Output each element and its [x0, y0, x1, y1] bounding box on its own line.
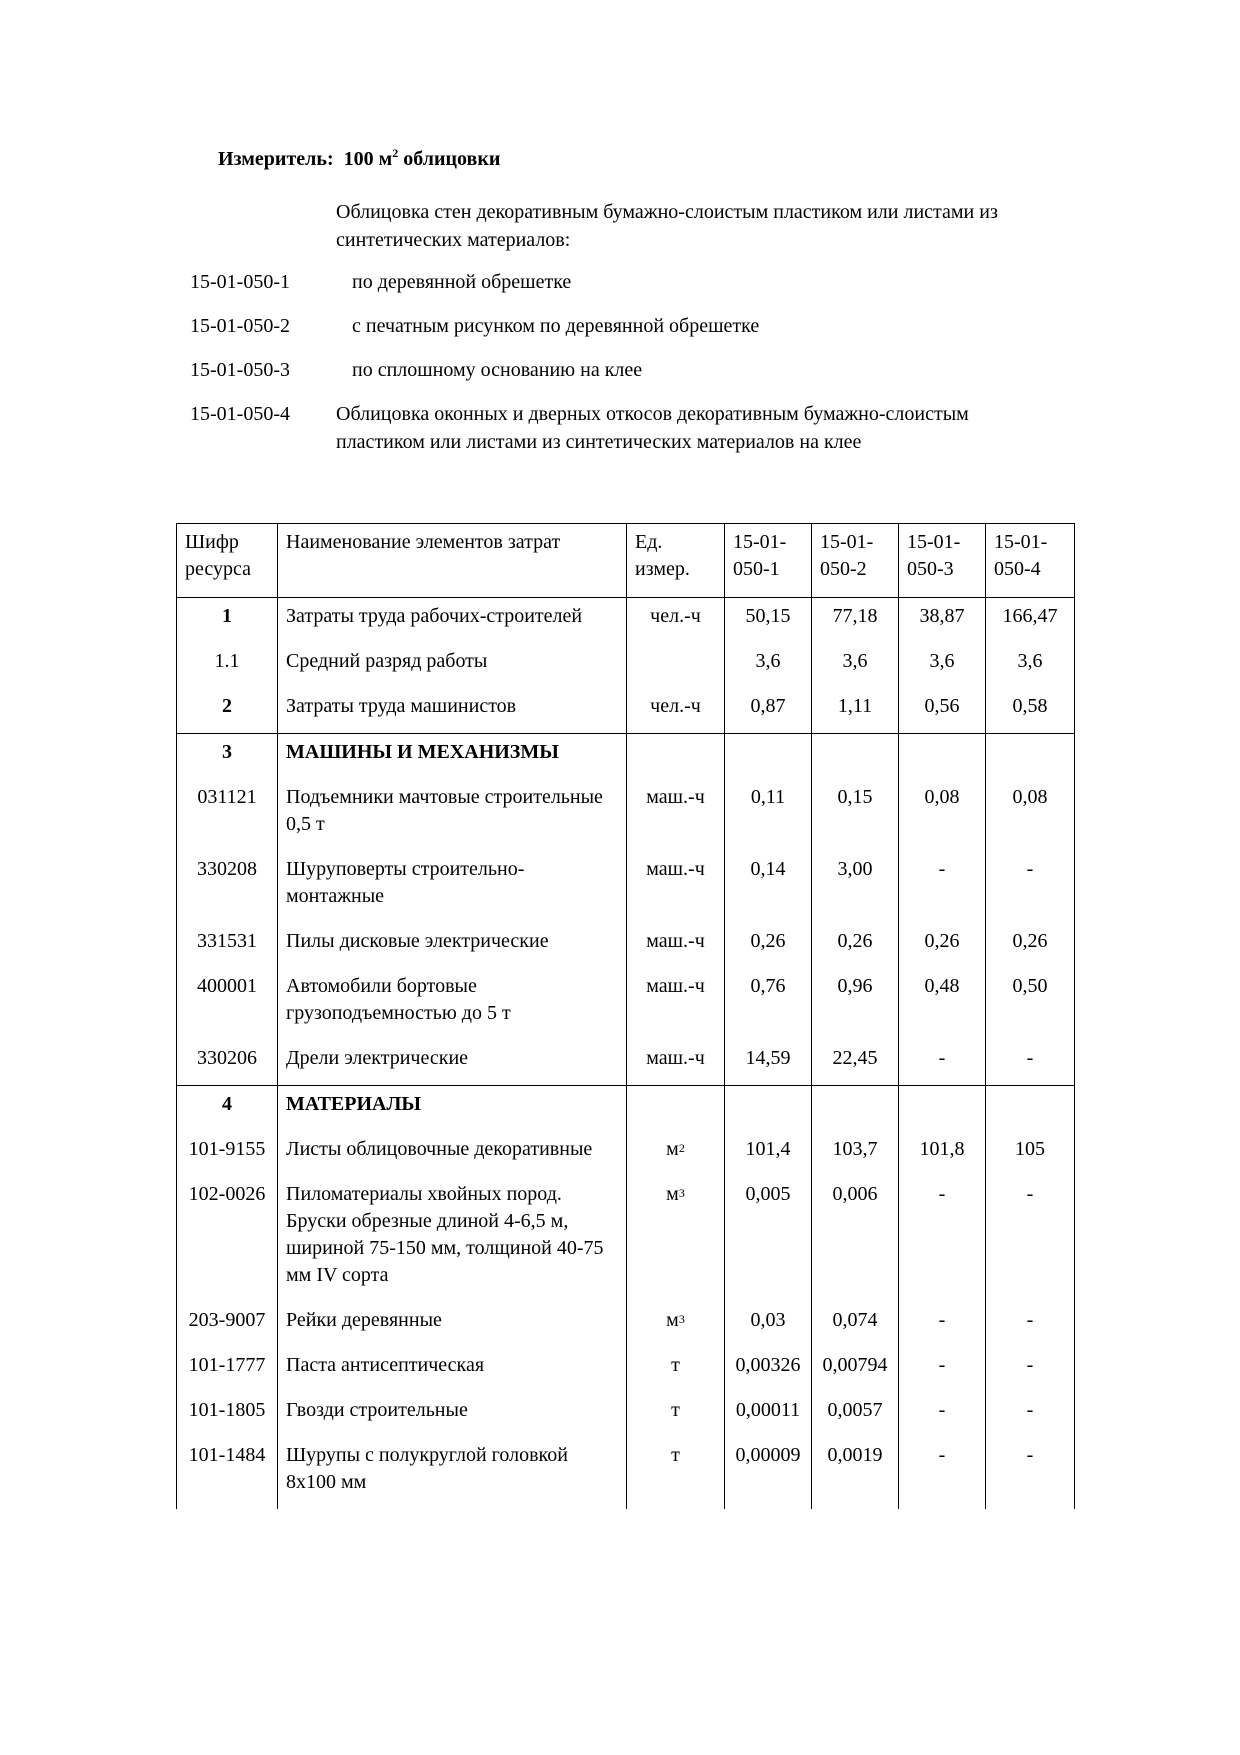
row-norm-4-text: 0,50 [1012, 975, 1048, 997]
row-norm-4 [986, 598, 1075, 644]
code-id: 15-01-050-1 [190, 271, 290, 293]
row-norm-4 [986, 968, 1075, 1040]
row-norm-4-text: - [1026, 858, 1034, 880]
row-cost-element-text: Листы облицовочные декоративные [286, 1138, 593, 1160]
row-norm-4-text: 166,47 [1002, 605, 1058, 627]
row-norm-2 [812, 1086, 899, 1132]
row-norm-2-text: 22,45 [832, 1047, 878, 1069]
row-cost-element [278, 1437, 627, 1509]
row-unit-text: маш.-ч [646, 975, 705, 997]
header-norm-1: 15-01-050-1 [725, 524, 812, 598]
row-resource-code [177, 1302, 278, 1347]
row-norm-2 [812, 1131, 899, 1176]
row-norm-4 [986, 923, 1075, 968]
row-norm-2-text: 3,00 [837, 858, 873, 880]
row-resource-code-text: 031121 [197, 786, 257, 808]
row-norm-1 [725, 968, 812, 1040]
row-unit-text: м [666, 1138, 679, 1160]
row-norm-4-text: - [1026, 1399, 1034, 1421]
meter-superscript: 2 [392, 146, 399, 160]
table-row [177, 968, 1075, 1040]
header-norm-3: 15-01-050-3 [899, 524, 986, 598]
header-cost-element: Наименование элементов затрат [278, 524, 627, 598]
row-norm-4-text: - [1026, 1183, 1034, 1205]
row-unit [627, 1437, 725, 1509]
table-row [177, 734, 1075, 780]
row-norm-1-text: 14,59 [745, 1047, 791, 1069]
row-norm-3 [899, 1040, 986, 1086]
row-unit [627, 851, 725, 923]
unit-superscript: 3 [678, 1186, 685, 1200]
row-norm-2-text: 0,96 [837, 975, 873, 997]
row-norm-3 [899, 598, 986, 644]
row-cost-element [278, 1302, 627, 1347]
row-norm-3 [899, 1302, 986, 1347]
row-norm-3-text: - [938, 1399, 946, 1421]
row-norm-2 [812, 1040, 899, 1086]
row-norm-3-text: - [938, 1047, 946, 1069]
row-resource-code [177, 1437, 278, 1509]
row-cost-element-text: Автомобили бортовые грузоподъемностью до 5 т [286, 975, 511, 1024]
row-norm-4-text: 3,6 [1017, 650, 1043, 672]
row-norm-4 [986, 851, 1075, 923]
meter-value: 100 м [343, 148, 393, 170]
row-norm-4-text: - [1026, 1354, 1034, 1376]
row-norm-1 [725, 643, 812, 688]
unit-superscript: 2 [678, 1141, 685, 1155]
row-resource-code [177, 1176, 278, 1302]
row-norm-3 [899, 968, 986, 1040]
row-resource-code-text: 2 [222, 695, 232, 717]
row-cost-element [278, 1176, 627, 1302]
row-norm-2-text: 0,0019 [827, 1444, 883, 1466]
row-norm-3-text: - [938, 1354, 946, 1376]
row-norm-1 [725, 598, 812, 644]
code-description: Облицовка оконных и дверных откосов декоративным бумажно-слоистым пластиком или листами из синтетических материалов на клее [336, 403, 969, 453]
row-norm-1-text: 0,87 [750, 695, 786, 717]
row-resource-code [177, 779, 278, 851]
code-description: с печатным рисунком по деревянной обрешетке [352, 315, 760, 337]
row-resource-code-text: 3 [222, 741, 232, 763]
row-norm-3-text: 3,6 [929, 650, 955, 672]
row-resource-code-text: 203-9007 [188, 1309, 266, 1331]
row-resource-code [177, 1347, 278, 1392]
row-norm-2 [812, 688, 899, 734]
row-unit [627, 688, 725, 734]
row-norm-4 [986, 1302, 1075, 1347]
row-norm-3 [899, 1437, 986, 1509]
row-cost-element [278, 1347, 627, 1392]
row-norm-3 [899, 1176, 986, 1302]
row-norm-3 [899, 1392, 986, 1437]
row-resource-code [177, 734, 278, 780]
row-resource-code [177, 851, 278, 923]
row-cost-element [278, 643, 627, 688]
row-norm-1-text: 0,00009 [735, 1444, 801, 1466]
row-norm-4 [986, 688, 1075, 734]
row-norm-4 [986, 1086, 1075, 1132]
meter-label: Измеритель: [218, 148, 334, 170]
row-norm-2-text: 3,6 [842, 650, 868, 672]
row-cost-element [278, 1040, 627, 1086]
row-norm-1-text: 0,26 [750, 930, 786, 952]
table-row [177, 1131, 1075, 1176]
row-norm-4-text: - [1026, 1047, 1034, 1069]
row-norm-1-text: 0,76 [750, 975, 786, 997]
row-norm-1-text: 101,4 [745, 1138, 791, 1160]
row-unit [627, 1176, 725, 1302]
row-resource-code [177, 1392, 278, 1437]
table-row [177, 1392, 1075, 1437]
row-unit [627, 598, 725, 644]
row-unit-text: т [671, 1354, 680, 1376]
intro-text: Облицовка стен декоративным бумажно-слоистым пластиком или листами из синтетических материалов: [336, 201, 998, 251]
row-cost-element [278, 1131, 627, 1176]
row-norm-3-text: 0,48 [924, 975, 960, 997]
row-norm-2-text: 0,00794 [822, 1354, 888, 1376]
row-norm-3 [899, 643, 986, 688]
row-unit [627, 1086, 725, 1132]
row-cost-element [278, 1086, 627, 1132]
row-norm-4 [986, 1176, 1075, 1302]
row-norm-2-text: 103,7 [832, 1138, 878, 1160]
row-cost-element [278, 1392, 627, 1437]
row-norm-3-text: - [938, 1183, 946, 1205]
row-unit-text: м [666, 1183, 679, 1205]
row-cost-element-text: Затраты труда машинистов [286, 695, 517, 717]
row-norm-1-text: 50,15 [745, 605, 791, 627]
table-row [177, 688, 1075, 734]
row-norm-2 [812, 1437, 899, 1509]
row-norm-4-text: 105 [1015, 1138, 1045, 1160]
row-resource-code [177, 1086, 278, 1132]
row-norm-2-text: 0,006 [832, 1183, 878, 1205]
row-norm-2 [812, 1347, 899, 1392]
row-cost-element-text: Гвозди строительные [286, 1399, 468, 1421]
header-norm-4: 15-01-050-4 [986, 524, 1075, 598]
row-norm-4 [986, 643, 1075, 688]
row-norm-1 [725, 1302, 812, 1347]
row-norm-2-text: 77,18 [832, 605, 878, 627]
code-id: 15-01-050-2 [190, 315, 290, 337]
row-norm-2-text: 0,074 [832, 1309, 878, 1331]
row-norm-3-text: 0,26 [924, 930, 960, 952]
row-norm-2 [812, 1176, 899, 1302]
row-norm-3 [899, 923, 986, 968]
row-norm-4 [986, 1392, 1075, 1437]
row-norm-2 [812, 968, 899, 1040]
table-row [177, 1347, 1075, 1392]
row-norm-3 [899, 779, 986, 851]
row-norm-4 [986, 1131, 1075, 1176]
row-norm-1 [725, 923, 812, 968]
table-header-row [177, 524, 1075, 598]
row-unit-text: м [666, 1309, 679, 1331]
row-resource-code-text: 330208 [197, 858, 257, 880]
row-norm-4-text: 0,08 [1012, 786, 1048, 808]
table-row [177, 1302, 1075, 1347]
row-norm-3 [899, 851, 986, 923]
row-resource-code [177, 923, 278, 968]
code-description: по деревянной обрешетке [352, 271, 572, 293]
row-resource-code-text: 101-1777 [188, 1354, 266, 1376]
row-unit [627, 1302, 725, 1347]
row-norm-1-text: 3,6 [755, 650, 781, 672]
row-norm-1-text: 0,03 [750, 1309, 786, 1331]
row-norm-2 [812, 643, 899, 688]
row-cost-element-text: Паста антисептическая [286, 1354, 485, 1376]
row-norm-2-text: 0,15 [837, 786, 873, 808]
row-norm-2-text: 0,26 [837, 930, 873, 952]
row-norm-1 [725, 1086, 812, 1132]
row-norm-3 [899, 1086, 986, 1132]
header-norm-2: 15-01-050-2 [812, 524, 899, 598]
row-norm-2 [812, 1392, 899, 1437]
row-norm-4-text: 0,58 [1012, 695, 1048, 717]
row-norm-1 [725, 1176, 812, 1302]
table-row [177, 923, 1075, 968]
row-norm-3-text: - [938, 1309, 946, 1331]
row-cost-element-text: МАШИНЫ И МЕХАНИЗМЫ [286, 741, 559, 763]
row-norm-2 [812, 1302, 899, 1347]
row-unit [627, 923, 725, 968]
row-unit-text: т [671, 1399, 680, 1421]
row-cost-element [278, 598, 627, 644]
row-norm-2-text: 1,11 [837, 695, 873, 717]
meter-tail: облицовки [403, 148, 501, 170]
table-row [177, 1437, 1075, 1509]
row-norm-1-text: 0,14 [750, 858, 786, 880]
row-unit-text: маш.-ч [646, 1047, 705, 1069]
row-resource-code-text: 400001 [197, 975, 257, 997]
header-resource-code: Шифр ресурса [177, 524, 278, 598]
row-resource-code [177, 598, 278, 644]
row-norm-4-text: 0,26 [1012, 930, 1048, 952]
row-norm-2 [812, 851, 899, 923]
row-resource-code [177, 643, 278, 688]
row-unit [627, 643, 725, 688]
row-unit-text: т [671, 1444, 680, 1466]
code-description: по сплошному основанию на клее [352, 359, 643, 381]
row-norm-3-text: - [938, 1444, 946, 1466]
row-norm-1 [725, 688, 812, 734]
code-id: 15-01-050-4 [190, 403, 290, 425]
table-row [177, 1040, 1075, 1086]
header-unit: Ед. измер. [627, 524, 725, 598]
row-norm-4 [986, 779, 1075, 851]
row-unit [627, 1392, 725, 1437]
row-norm-2-text: 0,0057 [827, 1399, 883, 1421]
row-norm-2 [812, 779, 899, 851]
row-norm-4-text: - [1026, 1444, 1034, 1466]
row-resource-code-text: 101-1805 [188, 1399, 266, 1421]
row-resource-code-text: 331531 [197, 930, 257, 952]
row-cost-element-text: Пилы дисковые электрические [286, 930, 549, 952]
row-cost-element-text: Дрели электрические [286, 1047, 469, 1069]
row-norm-1-text: 0,00326 [735, 1354, 801, 1376]
row-resource-code-text: 330206 [197, 1047, 257, 1069]
row-unit-text: чел.-ч [650, 695, 701, 717]
row-norm-4 [986, 1347, 1075, 1392]
row-norm-2 [812, 734, 899, 780]
row-norm-1 [725, 1392, 812, 1437]
row-cost-element-text: Подъемники мачтовые строительные 0,5 т [286, 786, 603, 835]
row-norm-3-text: - [938, 858, 946, 880]
row-resource-code-text: 1 [222, 605, 232, 627]
row-unit-text: чел.-ч [650, 605, 701, 627]
row-resource-code-text: 101-1484 [188, 1444, 266, 1466]
row-norm-4-text: - [1026, 1309, 1034, 1331]
row-norm-4 [986, 734, 1075, 780]
row-norm-1 [725, 1437, 812, 1509]
table-row [177, 598, 1075, 644]
row-unit [627, 1131, 725, 1176]
unit-superscript: 3 [678, 1312, 685, 1326]
row-norm-1 [725, 1040, 812, 1086]
row-norm-3 [899, 1131, 986, 1176]
table-row [177, 1086, 1075, 1132]
row-norm-2 [812, 598, 899, 644]
row-norm-3 [899, 1347, 986, 1392]
row-resource-code [177, 1131, 278, 1176]
table-row [177, 1176, 1075, 1302]
row-norm-1-text: 0,005 [745, 1183, 791, 1205]
row-cost-element-text: МАТЕРИАЛЫ [286, 1093, 421, 1115]
row-norm-3-text: 101,8 [919, 1138, 965, 1160]
row-norm-3 [899, 688, 986, 734]
row-unit [627, 779, 725, 851]
row-norm-3-text: 0,08 [924, 786, 960, 808]
row-norm-1 [725, 1347, 812, 1392]
row-resource-code-text: 4 [222, 1093, 232, 1115]
row-cost-element-text: Шурупы с полукруглой головкой 8х100 мм [286, 1444, 568, 1493]
row-resource-code [177, 968, 278, 1040]
row-norm-1 [725, 851, 812, 923]
row-norm-3-text: 38,87 [919, 605, 965, 627]
row-unit-text: маш.-ч [646, 930, 705, 952]
row-resource-code-text: 1.1 [214, 650, 240, 672]
row-resource-code [177, 688, 278, 734]
table-row [177, 851, 1075, 923]
row-cost-element [278, 851, 627, 923]
row-cost-element [278, 923, 627, 968]
row-cost-element-text: Затраты труда рабочих-строителей [286, 605, 583, 627]
row-cost-element-text: Средний разряд работы [286, 650, 488, 672]
resource-table [176, 523, 1075, 1509]
row-unit [627, 734, 725, 780]
table-row [177, 643, 1075, 688]
table-row [177, 779, 1075, 851]
row-unit [627, 1040, 725, 1086]
row-resource-code-text: 101-9155 [188, 1138, 266, 1160]
row-unit-text: маш.-ч [646, 786, 705, 808]
row-norm-1 [725, 734, 812, 780]
row-norm-1-text: 0,11 [750, 786, 786, 808]
row-norm-1-text: 0,00011 [735, 1399, 801, 1421]
row-norm-1 [725, 1131, 812, 1176]
meter-heading [218, 148, 500, 171]
row-cost-element [278, 688, 627, 734]
row-norm-1 [725, 779, 812, 851]
row-cost-element-text: Пиломатериалы хвойных пород. Бруски обрезные длиной 4-6,5 м, шириной 75-150 мм, толщиной 40-75 мм IV сорта [286, 1183, 604, 1286]
row-cost-element [278, 968, 627, 1040]
row-cost-element-text: Рейки деревянные [286, 1309, 442, 1331]
row-norm-4 [986, 1437, 1075, 1509]
row-resource-code-text: 102-0026 [188, 1183, 266, 1205]
code-id: 15-01-050-3 [190, 359, 290, 381]
row-norm-3-text: 0,56 [924, 695, 960, 717]
row-norm-2 [812, 923, 899, 968]
row-cost-element [278, 779, 627, 851]
row-unit-text: маш.-ч [646, 858, 705, 880]
row-norm-4 [986, 1040, 1075, 1086]
row-unit [627, 968, 725, 1040]
row-cost-element [278, 734, 627, 780]
row-cost-element-text: Шуруповерты строительно-монтажные [286, 858, 525, 907]
row-unit [627, 1347, 725, 1392]
row-norm-3 [899, 734, 986, 780]
row-resource-code [177, 1040, 278, 1086]
